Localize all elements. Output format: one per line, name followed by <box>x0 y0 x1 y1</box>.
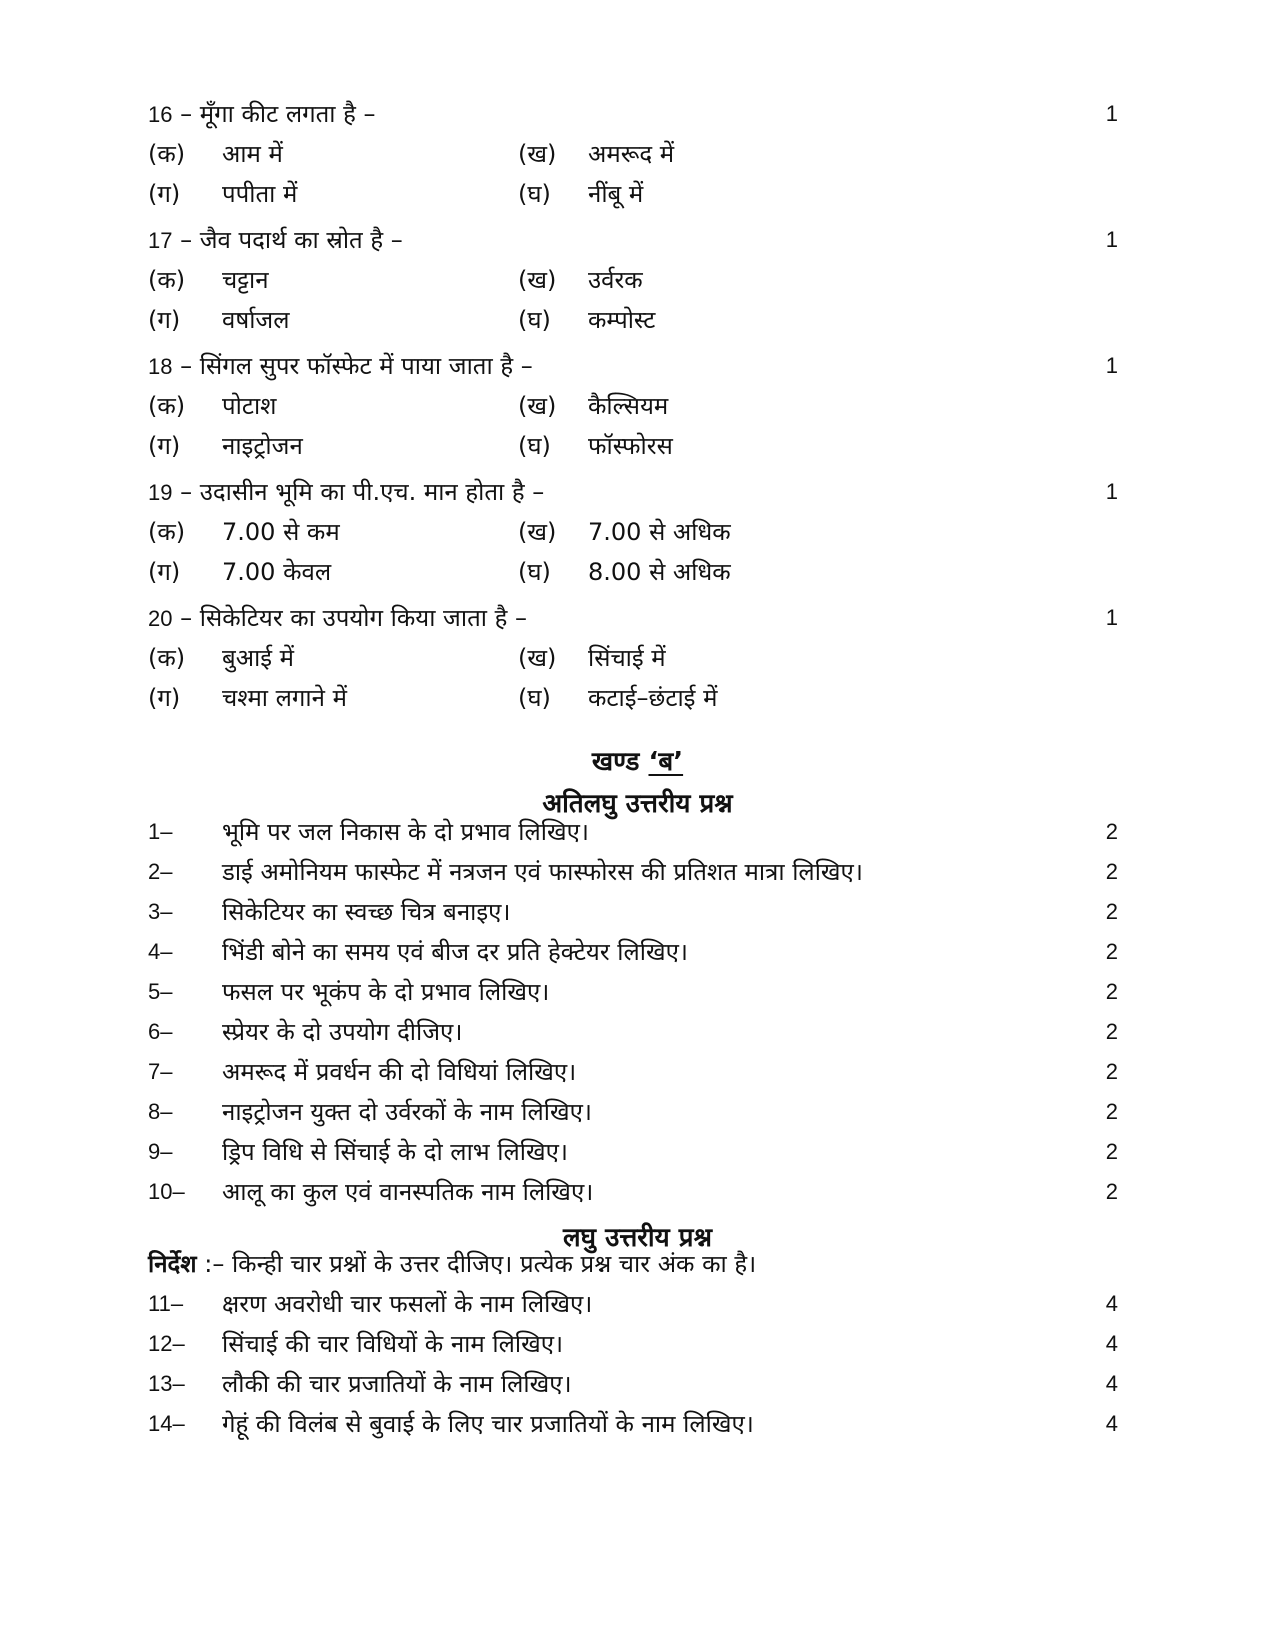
mcq-question <box>148 220 1118 340</box>
list-item <box>148 1404 1118 1444</box>
mcq-question <box>148 94 1118 214</box>
item-text: गेहूं की विलंब से बुवाई के लिए चार प्रजातियों के नाम लिखिए। <box>222 1410 754 1438</box>
item-text: अमरूद में प्रवर्धन की दो विधियां लिखिए। <box>222 1058 577 1086</box>
item-text: सिंचाई की चार विधियों के नाम लिखिए। <box>222 1330 564 1358</box>
option-label: (घ) <box>518 306 551 334</box>
option-label: (ग) <box>148 432 181 460</box>
question-text: मूँगा कीट लगता है – <box>199 100 376 128</box>
question-text: जैव पदार्थ का स्रोत है – <box>199 226 403 254</box>
option-text: वर्षाजल <box>222 306 290 334</box>
option-label: (ख) <box>518 518 557 546</box>
item-marks: 2 <box>1105 859 1118 884</box>
option-text: आम में <box>222 140 283 168</box>
item-number: 2– <box>148 859 173 884</box>
section-letter: ‘ब’ <box>648 747 684 777</box>
item-marks: 2 <box>1105 979 1118 1004</box>
question-line: 18 – सिंगल सुपर फॉस्फेट में पाया जाता है – 1 <box>148 346 1118 386</box>
option-label: (क) <box>148 518 186 546</box>
list-item <box>148 1284 1118 1324</box>
item-text: भूमि पर जल निकास के दो प्रभाव लिखिए। <box>222 818 589 846</box>
question-marks: 1 <box>1105 479 1118 504</box>
item-number: 4– <box>148 939 173 964</box>
question-line: 17 – जैव पदार्थ का स्रोत है – 1 <box>148 220 1118 260</box>
list-item <box>148 1052 1118 1092</box>
question-text: उदासीन भूमि का पी.एच. मान होता है – <box>199 478 545 506</box>
item-number: 5– <box>148 979 173 1004</box>
item-marks: 2 <box>1105 899 1118 924</box>
option-row <box>148 260 1118 300</box>
option-label: (क) <box>148 266 186 294</box>
item-marks: 2 <box>1105 939 1118 964</box>
item-number: 3– <box>148 899 173 924</box>
item-text: भिंडी बोने का समय एवं बीज दर प्रति हेक्टेयर लिखिए। <box>222 938 689 966</box>
item-number: 8– <box>148 1099 173 1124</box>
list-item <box>148 892 1118 932</box>
item-text: लौकी की चार प्रजातियों के नाम लिखिए। <box>222 1370 572 1398</box>
option-text: 7.00 से कम <box>222 518 340 546</box>
very-short-title: अतिलघु उत्तरीय प्रश्न <box>542 789 733 819</box>
section-prefix: खण्ड <box>591 747 649 777</box>
option-row <box>148 552 1118 592</box>
option-row <box>148 426 1118 466</box>
item-marks: 2 <box>1105 1139 1118 1164</box>
list-item <box>148 1132 1118 1172</box>
item-number: 14– <box>148 1411 185 1436</box>
item-marks: 4 <box>1105 1371 1118 1396</box>
mcq-question <box>148 472 1118 592</box>
item-marks: 2 <box>1105 819 1118 844</box>
option-row <box>148 300 1118 340</box>
list-item <box>148 812 1118 852</box>
question-number: 17 <box>148 228 173 253</box>
option-text: कटाई–छंटाई में <box>588 684 718 712</box>
list-item <box>148 1092 1118 1132</box>
item-text: डाई अमोनियम फास्फेट में नत्रजन एवं फास्फोरस की प्रतिशत मात्रा लिखिए। <box>222 858 863 886</box>
option-row <box>148 174 1118 214</box>
option-row <box>148 678 1118 718</box>
option-text: बुआई में <box>222 644 294 672</box>
very-short-list <box>148 812 1118 1212</box>
option-text: उर्वरक <box>588 266 643 294</box>
option-label: (घ) <box>518 432 551 460</box>
option-text: अमरूद में <box>588 140 675 168</box>
option-label: (क) <box>148 644 186 672</box>
list-item <box>148 852 1118 892</box>
option-text: नींबू में <box>588 180 644 208</box>
option-text: नाइट्रोजन <box>222 432 303 460</box>
option-text: चट्टान <box>222 266 269 294</box>
option-label: (ख) <box>518 644 557 672</box>
short-list <box>148 1284 1118 1444</box>
item-number: 7– <box>148 1059 173 1084</box>
mcq-question <box>148 346 1118 466</box>
item-text: नाइट्रोजन युक्त दो उर्वरकों के नाम लिखिए। <box>222 1098 592 1126</box>
item-text: फसल पर भूकंप के दो प्रभाव लिखिए। <box>222 978 550 1006</box>
item-number: 10– <box>148 1179 185 1204</box>
question-number: 18 <box>148 354 173 379</box>
item-text: आलू का कुल एवं वानस्पतिक नाम लिखिए। <box>222 1178 594 1206</box>
question-text: सिंगल सुपर फॉस्फेट में पाया जाता है – <box>199 352 533 380</box>
item-number: 11– <box>148 1291 184 1316</box>
option-text: चश्मा लगाने में <box>222 684 347 712</box>
list-item <box>148 972 1118 1012</box>
item-marks: 4 <box>1105 1291 1118 1316</box>
option-text: पोटाश <box>222 392 277 420</box>
instruction-label: निर्देश <box>148 1250 197 1278</box>
option-text: 7.00 से अधिक <box>588 518 731 546</box>
item-marks: 2 <box>1105 1179 1118 1204</box>
item-marks: 2 <box>1105 1099 1118 1124</box>
item-marks: 4 <box>1105 1411 1118 1436</box>
instruction-text: :– किन्ही चार प्रश्नों के उत्तर दीजिए। प्रत्येक प्रश्न चार अंक का है। <box>196 1250 757 1278</box>
option-row <box>148 386 1118 426</box>
option-label: (ग) <box>148 558 181 586</box>
option-label: (घ) <box>518 180 551 208</box>
option-label: (ग) <box>148 180 181 208</box>
item-text: सिकेटियर का स्वच्छ चित्र बनाइए। <box>222 898 511 926</box>
question-marks: 1 <box>1105 605 1118 630</box>
list-item <box>148 1324 1118 1364</box>
item-number: 6– <box>148 1019 173 1044</box>
list-item <box>148 932 1118 972</box>
list-item <box>148 1012 1118 1052</box>
question-marks: 1 <box>1105 227 1118 252</box>
option-row <box>148 638 1118 678</box>
question-number: 20 <box>148 606 173 631</box>
list-item <box>148 1172 1118 1212</box>
option-label: (ख) <box>518 140 557 168</box>
option-text: सिंचाई में <box>588 644 666 672</box>
item-number: 1– <box>148 819 173 844</box>
option-row <box>148 134 1118 174</box>
item-marks: 4 <box>1105 1331 1118 1356</box>
option-text: कम्पोस्ट <box>588 306 656 334</box>
question-line: 20 – सिकेटियर का उपयोग किया जाता है – 1 <box>148 598 1118 638</box>
question-text: सिकेटियर का उपयोग किया जाता है – <box>199 604 527 632</box>
item-marks: 2 <box>1105 1019 1118 1044</box>
item-text: स्प्रेयर के दो उपयोग दीजिए। <box>222 1018 463 1046</box>
item-number: 12– <box>148 1331 185 1356</box>
option-text: पपीता में <box>222 180 298 208</box>
question-marks: 1 <box>1105 101 1118 126</box>
section-heading <box>0 742 1275 778</box>
option-text: 8.00 से अधिक <box>588 558 731 586</box>
item-number: 9– <box>148 1139 173 1164</box>
item-text: ड्रिप विधि से सिंचाई के दो लाभ लिखिए। <box>222 1138 568 1166</box>
option-text: कैल्सियम <box>588 392 669 420</box>
question-number: 19 <box>148 480 173 505</box>
mcq-question <box>148 598 1118 718</box>
question-marks: 1 <box>1105 353 1118 378</box>
question-line: 19 – उदासीन भूमि का पी.एच. मान होता है – 1 <box>148 472 1118 512</box>
option-label: (ख) <box>518 392 557 420</box>
option-label: (ख) <box>518 266 557 294</box>
option-text: फॉस्फोरस <box>588 432 673 460</box>
list-item <box>148 1364 1118 1404</box>
item-marks: 2 <box>1105 1059 1118 1084</box>
short-title: लघु उत्तरीय प्रश्न <box>563 1223 712 1253</box>
option-label: (ग) <box>148 306 181 334</box>
option-label: (क) <box>148 140 186 168</box>
option-label: (घ) <box>518 558 551 586</box>
instruction <box>148 1244 1118 1284</box>
option-label: (क) <box>148 392 186 420</box>
item-number: 13– <box>148 1371 185 1396</box>
option-label: (ग) <box>148 684 181 712</box>
option-text: 7.00 केवल <box>222 558 332 586</box>
question-line: 16 – मूँगा कीट लगता है – 1 <box>148 94 1118 134</box>
question-number: 16 <box>148 102 173 127</box>
option-label: (घ) <box>518 684 551 712</box>
option-row <box>148 512 1118 552</box>
item-text: क्षरण अवरोधी चार फसलों के नाम लिखिए। <box>222 1290 593 1318</box>
